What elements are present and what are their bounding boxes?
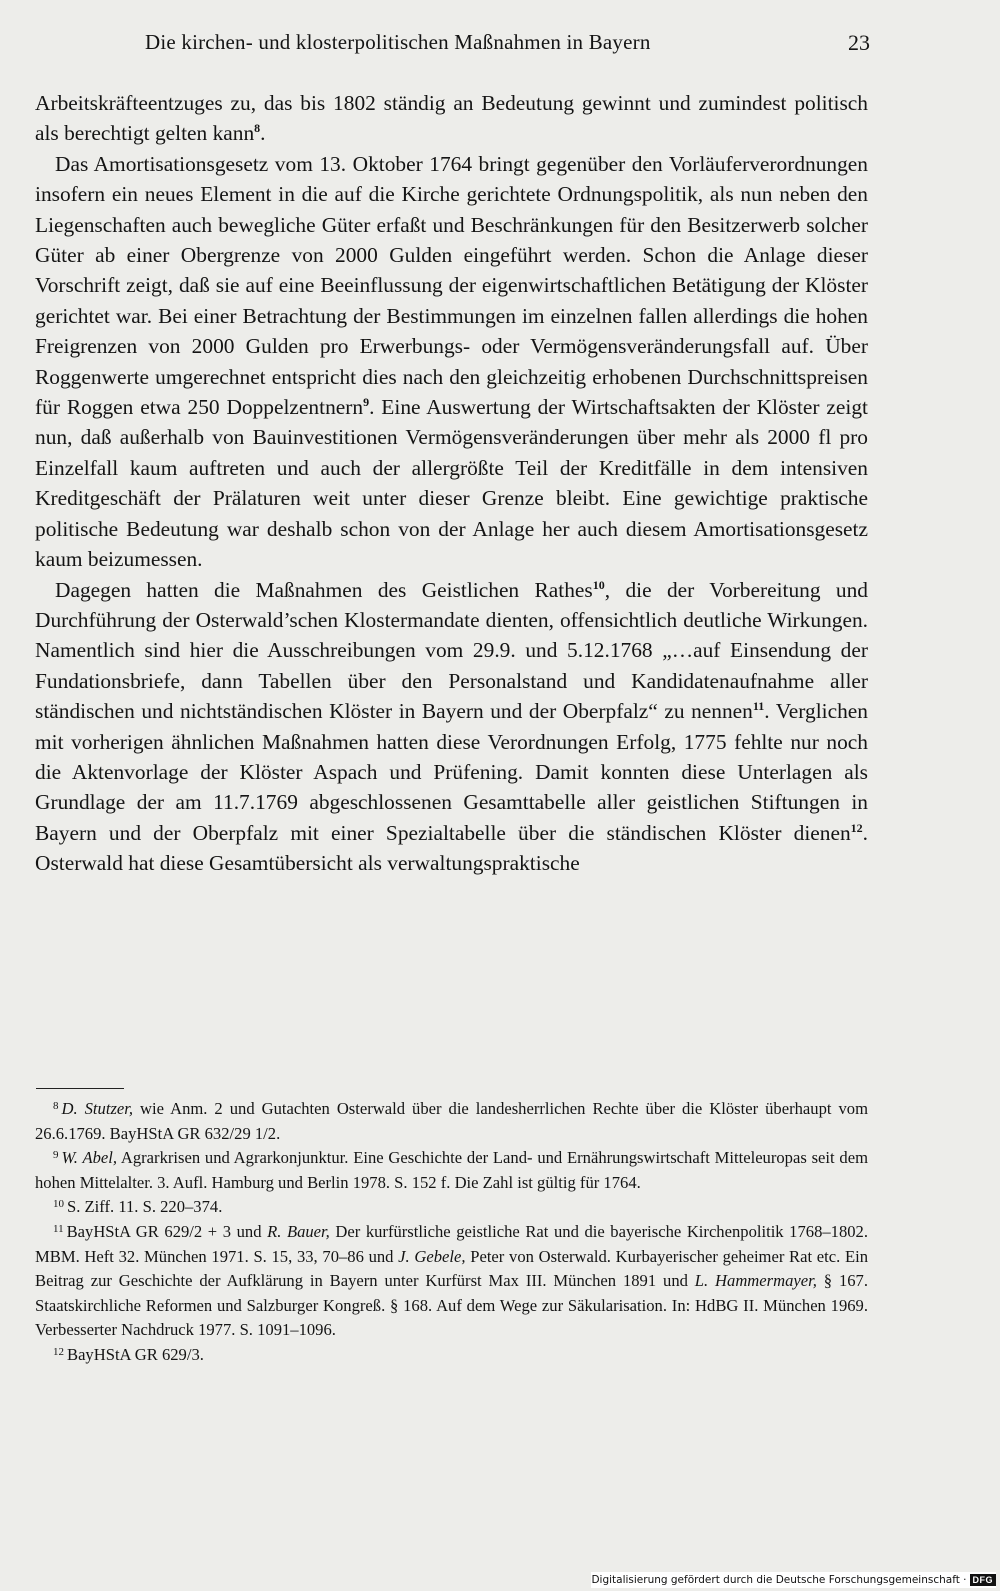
paragraph-2 (35, 149, 868, 575)
footnote-ref[interactable]: 11 (752, 699, 765, 714)
footnote (35, 1146, 868, 1195)
footnote-author: W. Abel, (61, 1148, 117, 1168)
footnote-text: Agrarkrisen und Agrarkonjunktur. Eine Geschichte der Land- und Ernährungswirtschaft Mitteleuropas seit dem hohen Mittelalter. 3. Aufl. Hamburg und Berlin 1978. S. 152 f. Die Zahl ist gültig für 1764. (35, 1148, 868, 1192)
paragraph-text: . (260, 121, 266, 146)
footnote (35, 1097, 868, 1146)
footnote-number: 11 (53, 1222, 64, 1235)
footnote-author: D. Stutzer, (61, 1099, 134, 1118)
running-title: Die kirchen- und klosterpolitischen Maßnahmen in Bayern (145, 30, 651, 54)
page-header (35, 30, 870, 60)
paragraph-3 (35, 575, 868, 879)
main-text (35, 88, 868, 879)
paragraph-text: . Eine Auswertung der Wirtschaftsakten der Klöster zeigt nun, daß außerhalb von Bauinvestitionen Vermögensveränderungen über mehr als 2000 fl pro Einzelfall kaum auftreten und auch der allergrößte Teil der Kreditfälle in dem intensiven Kreditgeschäft der Prälaturen weit unter dieser Grenze bleibt. Eine gewichtige praktische politische Bedeutung war deshalb schon von der Anlage her auch diesem Amortisationsgesetz kaum beizumessen. (35, 395, 868, 572)
footnote-number: 9 (53, 1149, 59, 1162)
footnote-author: J. Gebele, (398, 1246, 466, 1266)
footnote-number: 8 (53, 1100, 59, 1112)
footnote-author: L. Hammermayer, (694, 1271, 817, 1291)
footnote-text: Der kurfürstliche geistliche Rat und die bayerische Kirchenpolitik 1768–1802. MBM. Heft 32. München 1971. S. 15, 33, 70–86 und (35, 1221, 868, 1266)
footnotes-section (35, 1097, 868, 1368)
page-number: 23 (848, 30, 870, 55)
footnote-ref[interactable]: 9 (363, 395, 370, 410)
footnote-text: BayHStA GR 629/3. (67, 1344, 204, 1364)
paragraph-text: . Verglichen mit vorherigen ähnlichen Maßnahmen hatten diese Verordnungen Erfolg, 1775 fehlte nur noch die Aktenvorlage der Klöster Aspach und Prüfening. Damit konnten diese Unterlagen als Grundlage der am 11.7.1769 abgeschlossenen Gesamttabelle aller geistlichen Stiftungen in Bayern und der Oberpfalz mit einer Spezialtabelle über die ständischen Klöster dienen (35, 699, 868, 845)
paragraph-text: , die der Vorbereitung und Durchführung der Osterwald’schen Klostermandate dienten, offensichtlich deutliche Wirkungen. Namentlich sind hier die Ausschreibungen vom 29.9. und 5.12.1768 „…auf Einsendung der Fundationsbriefe, dann Tabellen über den Personalstand und Kandidatenaufnahme aller ständischen und nichtständischen Klöster in Bayern und der Oberpfalz“ zu nennen (35, 577, 869, 724)
footnote-text: BayHStA GR 629/2 + 3 und (66, 1221, 268, 1241)
footnote-number: 12 (53, 1345, 64, 1358)
paragraph-1 (35, 88, 868, 149)
paragraph-text: Das Amortisationsgesetz vom 13. Oktober 1764 bringt gegenüber den Vorläuferverordnungen insofern ein neues Element in die auf die Kirche gerichtete Ordnungspolitik, als nun neben den Liegenschaften auch bewegliche Güter erfaßt und Beschränkungen für den Besitzerwerb solcher Güter ab einer Obergrenze von 2000 Gulden eingeführt werden. Schon die Anlage dieser Vorschrift zeigt, daß sie auf eine Beeinflussung der eigenwirtschaftlichen Betätigung der Klöster gerichtet war. Bei einer Betrachtung der Bestimmungen im einzelnen fallen allerdings die hohen Freigrenzen von 2000 Gulden pro Erwerbungs- oder Vermögensveränderungsfall auf. Über Roggenwerte umgerechnet entspricht dies nach den gleichzeitig erhobenen Durchschnittspreisen für Roggen etwa 250 Doppelzentnern (35, 151, 868, 420)
digitization-credit: Digitalisierung gefördert durch die Deutsche Forschungsgemeinschaft · (591, 1574, 967, 1586)
footnote-text: Peter von Osterwald. Kurbayerischer geheimer Rat etc. Ein Beitrag zur Geschichte der Aufklärung in Bayern unter Kurfürst Max III. München 1891 und (35, 1246, 869, 1291)
footnote-ref[interactable]: 8 (254, 121, 261, 136)
digitization-footer (591, 1572, 996, 1588)
paragraph-text: Arbeitskräfteentzuges zu, das bis 1802 ständig an Bedeutung gewinnt und zumindest politisch als berechtigt gelten kann (35, 91, 868, 146)
footnote-text: § 167. Staatskirchliche Reformen und Salzburger Kongreß. § 168. Auf dem Wege zur Säkularisation. In: HdBG II. München 1969. Verbesserter Nachdruck 1977. S. 1091–1096. (35, 1271, 868, 1340)
footnote-ref[interactable]: 10 (592, 577, 605, 592)
paragraph-text: . Osterwald hat diese Gesamtübersicht als verwaltungspraktische (35, 820, 868, 876)
footnote (35, 1220, 868, 1343)
footnote-text: S. Ziff. 11. S. 220–374. (67, 1197, 223, 1217)
footnote-author: R. Bauer, (267, 1221, 330, 1241)
footnote (35, 1195, 868, 1220)
footnote (35, 1343, 868, 1368)
paragraph-text: Dagegen hatten die Maßnahmen des Geistlichen Rathes (55, 577, 593, 602)
footnote-divider (36, 1088, 124, 1089)
footnote-number: 10 (53, 1198, 64, 1211)
dfg-logo: DFG (970, 1574, 997, 1586)
footnote-text: wie Anm. 2 und Gutachten Osterwald über die landesherrlichen Rechte über die Klöster überhaupt vom 26.6.1769. BayHStA GR 632/29 1/2. (35, 1099, 868, 1143)
footnote-ref[interactable]: 12 (850, 820, 863, 835)
